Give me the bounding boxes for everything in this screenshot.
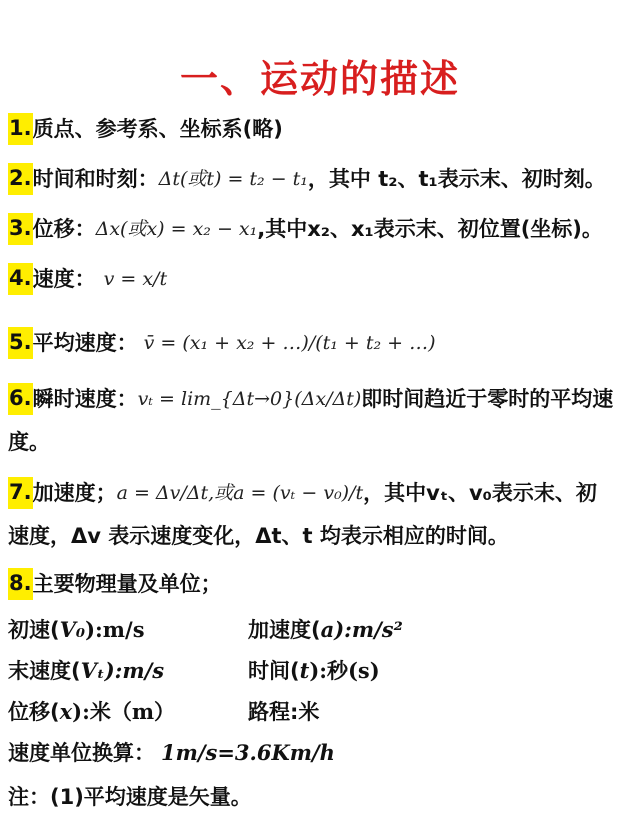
note-label: 注： <box>8 785 50 809</box>
unit-row-displacement <box>8 697 175 727</box>
item-6-continuation: 度。 <box>8 430 50 454</box>
unit-value: ):秒(s) <box>309 658 380 683</box>
item-number: 8. <box>8 568 33 600</box>
unit-symbol: t <box>299 658 310 683</box>
item-label: 平均速度： <box>32 331 138 355</box>
item-number: 4. <box>8 263 33 295</box>
unit-row-time <box>248 656 380 686</box>
item-1 <box>8 113 634 145</box>
item-6 <box>8 383 634 415</box>
unit-value: ):m/s <box>104 658 165 683</box>
unit-symbol: V₀ <box>59 617 86 642</box>
formula: v = x/t <box>103 268 168 290</box>
unit-row-initial-velocity <box>8 615 145 645</box>
item-suffix: 即时间趋近于零时的平均速 <box>361 387 614 411</box>
item-label: 时间和时刻： <box>32 167 159 191</box>
item-label: 位移： <box>32 217 96 241</box>
item-5 <box>8 327 634 359</box>
item-number: 6. <box>8 383 33 415</box>
item-label: 加速度； <box>32 481 117 505</box>
item-suffix: ，其中vₜ、v₀表示末、初 <box>363 481 597 505</box>
unit-symbol: Vₜ <box>80 658 105 683</box>
unit-label: 末速度( <box>8 659 81 683</box>
formula: a = Δv/Δt,或a = (vₜ − v₀)/t <box>116 482 364 504</box>
item-suffix: ，其中 t₂、t₁表示末、初时刻。 <box>307 167 606 191</box>
unit-row-final-velocity <box>8 656 164 686</box>
unit-label: 加速度( <box>248 618 321 642</box>
item-number: 7. <box>8 477 33 509</box>
formula: Δt(或t) = t₂ − t₁ <box>158 168 308 190</box>
note-text: (1)平均速度是矢量。 <box>50 785 252 809</box>
item-4 <box>8 263 634 295</box>
unit-value: ):m/s <box>85 617 145 642</box>
item-8 <box>8 568 634 600</box>
formula: v̄ = (x₁ + x₂ + …)/(t₁ + t₂ + …) <box>143 332 436 354</box>
formula: Δx(或x) = x₂ − x₁ <box>95 218 258 240</box>
item-7 <box>8 477 634 509</box>
page-title: 一、运动的描述 <box>179 57 460 101</box>
item-2 <box>8 163 634 195</box>
item-number: 1. <box>8 113 33 145</box>
unit-label: 路程:米 <box>248 700 320 724</box>
item-3 <box>8 213 634 245</box>
conversion-label: 速度单位换算： <box>8 741 155 765</box>
unit-label: 位移( <box>8 700 60 724</box>
speed-unit-conversion <box>8 738 335 768</box>
item-text: 质点、参考系、坐标系(略) <box>32 117 283 141</box>
unit-label: 初速( <box>8 618 60 642</box>
item-7-continuation: 速度，Δv 表示速度变化，Δt、t 均表示相应的时间。 <box>8 524 509 548</box>
unit-row-acceleration <box>248 615 403 645</box>
unit-symbol: x <box>59 699 73 724</box>
unit-value: ):米（m） <box>72 699 176 724</box>
item-number: 2. <box>8 163 33 195</box>
item-label: 速度： <box>32 267 96 291</box>
unit-symbol: a <box>320 617 335 642</box>
item-text: 主要物理量及单位； <box>32 572 222 596</box>
unit-value: ):m/s² <box>334 617 403 642</box>
item-number: 5. <box>8 327 33 359</box>
item-number: 3. <box>8 213 33 245</box>
item-label: 瞬时速度： <box>32 387 138 411</box>
unit-label: 时间( <box>248 659 300 683</box>
unit-row-distance <box>248 697 319 727</box>
conversion-value: 1m/s=3.6Km/h <box>161 740 335 765</box>
item-suffix: ,其中x₂、x₁表示末、初位置(坐标)。 <box>257 217 603 241</box>
note <box>8 782 252 812</box>
formula: vₜ = lim_{Δt→0}(Δx/Δt) <box>137 388 362 410</box>
